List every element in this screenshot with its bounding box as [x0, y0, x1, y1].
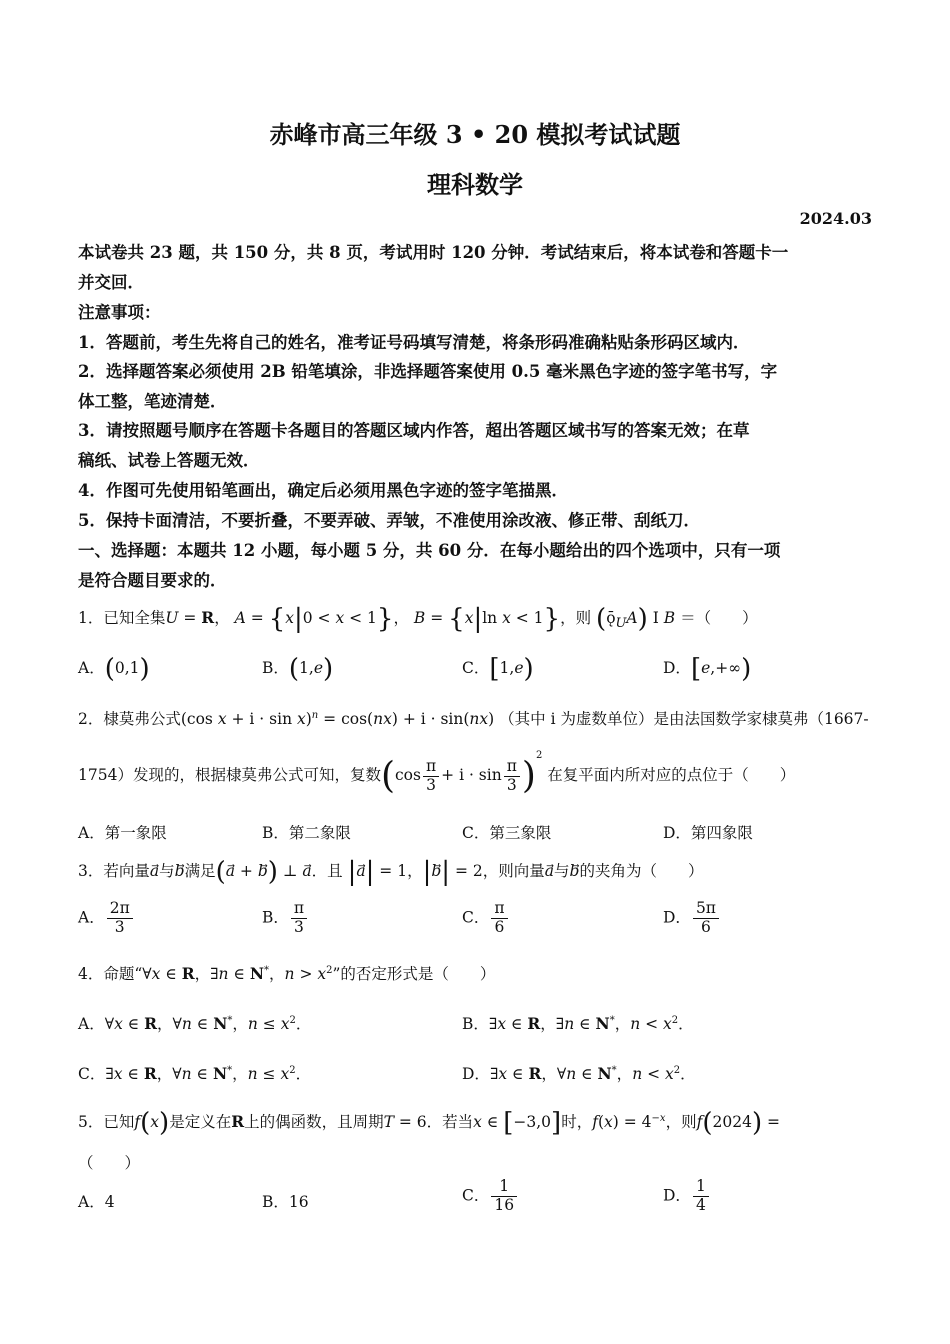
question-1-option-b[interactable]: B．(1,e) — [262, 654, 334, 684]
question-5-option-b[interactable]: B．16 — [262, 1193, 309, 1211]
note-2-line-2: 体工整，笔迹清楚． — [78, 392, 227, 411]
exam-title: 赤峰市高三年级 3 • 20 模拟考试试题 — [269, 120, 681, 149]
question-2-option-a[interactable]: A．第一象限 — [78, 824, 167, 842]
note-4: 4．作图可先使用铅笔画出，确定后必须用黑色字迹的签字笔描黑． — [78, 481, 568, 500]
question-3-option-d[interactable]: D． $\frac{5\pi}{6}$ — [663, 900, 721, 937]
question-5-option-a[interactable]: A．4 — [78, 1193, 115, 1211]
question-2-option-d[interactable]: D．第四象限 — [663, 824, 753, 842]
note-5: 5．保持卡面清洁，不要折叠，不要弄破、弄皱，不准使用涂改液、修正带、刮纸刀． — [78, 511, 700, 530]
question-2-option-c[interactable]: C．第三象限 — [462, 824, 552, 842]
question-1-option-c[interactable]: C．[1,e) — [462, 654, 534, 684]
note-3-line-1: 3．请按照题号顺序在答题卡各题目的答题区域内作答，超出答题区域书写的答案无效；在草 — [78, 421, 750, 440]
question-2-stem-line-2: 1754）发现的，根据棣莫弗公式可知，复数(cos $\frac{\pi}{3}$ + i · sin $\frac{\pi}{3}$ )$^2$ 在复平面内所对应的点位于（ ） — [78, 750, 796, 797]
question-2-option-b[interactable]: B．第二象限 — [262, 824, 351, 842]
question-4-option-b[interactable]: B．∃x ∈ R，∃n ∈ N*，$n < x^2$． — [462, 1014, 694, 1033]
question-3-stem: 3．若向量a与b满足(a⃗ + b) ⊥ a．且 |a| = 1，|b| = 2，则向量a与b的夹角为（ ） — [78, 857, 704, 887]
question-3-option-a[interactable]: A． $\frac{2\pi}{3}$ — [78, 900, 135, 937]
question-4-option-c[interactable]: C．∃x ∈ R，∀n ∈ N*，$n \le x^2$． — [78, 1064, 312, 1083]
question-3-option-c[interactable]: C． $\frac{\pi}{6}$ — [462, 900, 510, 937]
note-3-line-2: 稿纸、试卷上答题无效． — [78, 451, 260, 470]
note-1: 1．答题前，考生先将自己的姓名，准考证号码填写清楚，将条形码准确粘贴条形码区域内． — [78, 333, 750, 352]
section-1-line-1: 一、选择题：本题共 12 小题，每小题 5 分，共 60 分．在每小题给出的四个选项中，只有一项 — [78, 541, 781, 560]
exam-date: 2024.03 — [799, 209, 872, 228]
question-5-option-c[interactable]: C． $\frac{1}{16}$ — [462, 1178, 519, 1215]
question-2-stem-line-1: 2．棣莫弗公式(cos x + i · sin x)$^n$ = cos(nx) + i · sin(nx) （其中 i 为虚数单位）是由法国数学家棣莫弗（1667- — [78, 709, 869, 728]
section-1-line-2: 是符合题目要求的． — [78, 571, 227, 590]
question-3-option-b[interactable]: B． $\frac{\pi}{3}$ — [262, 900, 309, 937]
intro-line-1: 本试卷共 23 题，共 150 分，共 8 页，考试用时 120 分钟．考试结束后，将本试卷和答题卡一 — [78, 243, 789, 262]
question-5-stem-line-1: 5．已知f(x)是定义在R上的偶函数，且周期T = 6．若当x ∈ [−3,0]时，$f(x) = 4^{-x}$，则f(2024) = — [78, 1108, 781, 1138]
question-5-stem-line-2: （ ） — [78, 1154, 141, 1172]
question-1-option-a[interactable]: A．(0,1) — [78, 654, 150, 684]
question-5-option-d[interactable]: D． $\frac{1}{4}$ — [663, 1178, 711, 1215]
note-2-line-1: 2．选择题答案必须使用 2B 铅笔填涂，非选择题答案使用 0.5 毫米黑色字迹的签字笔书写，字 — [78, 362, 778, 381]
question-1-stem: 1．已知全集U = R， A = {x|0 < x < 1}， B = {x|ln x < 1}，则 $(ǭ_UA)$ I B ＝（ ） — [78, 604, 758, 634]
notes-heading: 注意事项： — [78, 303, 161, 322]
subject-title: 理科数学 — [427, 170, 523, 199]
question-4-option-d[interactable]: D．∃x ∈ R，∀n ∈ N*，$n < x^2$． — [462, 1064, 696, 1083]
question-1-option-d[interactable]: D．[e,+∞) — [663, 654, 752, 684]
intro-line-2: 并交回． — [78, 273, 144, 292]
question-4-option-a[interactable]: A．∀x ∈ R，∀n ∈ N*，$n \le x^2$． — [78, 1014, 312, 1033]
question-4-stem: 4．命题“∀x ∈ R，∃n ∈ N*，$n > x^2$”的否定形式是（ ） — [78, 964, 496, 983]
